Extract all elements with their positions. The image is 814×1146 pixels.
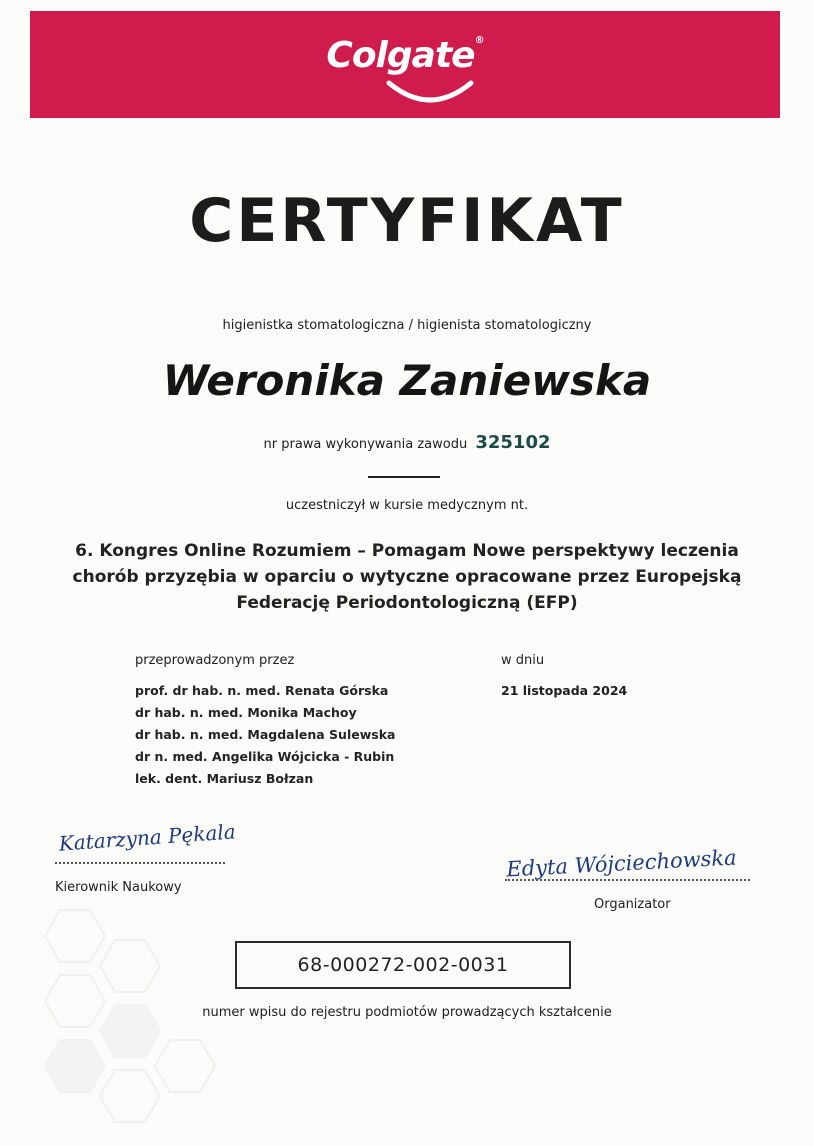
license-line	[0, 432, 814, 453]
logo-smile-swoosh	[385, 77, 475, 109]
divider	[368, 476, 440, 478]
recipient-name: Weronika Zaniewska	[162, 356, 652, 405]
signature-line-left	[55, 862, 225, 864]
organizer-role: Organizator	[594, 897, 671, 912]
lecturer-item: dr n. med. Angelika Wójcicka - Rubin	[135, 749, 395, 764]
registry-note: numer wpisu do rejestru podmiotów prowadzących kształcenie	[202, 1005, 612, 1020]
license-label: nr prawa wykonywania zawodu	[263, 437, 468, 452]
course-title: 6. Kongres Online Rozumiem – Pomagam Nowe perspektywy leczenia chorób przyzębia w oparciu o wytyczne opracowane przez Europejską Federację Periodontologiczną (EFP)	[72, 541, 742, 613]
lecturer-item: dr hab. n. med. Magdalena Sulewska	[135, 727, 396, 742]
lecturer-item: dr hab. n. med. Monika Machoy	[135, 705, 357, 720]
lecturer-item: prof. dr hab. n. med. Renata Górska	[135, 683, 389, 698]
participation-text: uczestniczył w kursie medycznym nt.	[285, 498, 529, 513]
scientific-director-role: Kierownik Naukowy	[55, 880, 182, 895]
conducted-by-label: przeprowadzonym przez	[135, 653, 295, 668]
date-label: w dniu	[501, 653, 545, 668]
course-date: 21 listopada 2024	[501, 683, 628, 698]
colgate-logo	[30, 35, 780, 76]
license-number: 325102	[475, 432, 551, 453]
registry-number-box: 68-000272-002-0031	[235, 941, 571, 989]
organizer-signature	[500, 832, 760, 884]
registered-mark: ®	[474, 35, 484, 46]
certificate-title: CERTYFIKAT	[189, 186, 625, 256]
brand-banner	[30, 11, 780, 118]
svg-text:Edyta Wójciechowska: Edyta Wójciechowska	[505, 845, 738, 882]
lecturer-item: lek. dent. Mariusz Bołzan	[135, 771, 314, 786]
svg-text:Katarzyna Pękala: Katarzyna Pękala	[58, 819, 237, 856]
signature-line-right	[505, 879, 750, 881]
profession-line: higienistka stomatologiczna / higienista stomatologiczny	[222, 318, 592, 333]
logo-text: Colgate	[326, 35, 475, 76]
lecturer-list	[135, 680, 395, 790]
